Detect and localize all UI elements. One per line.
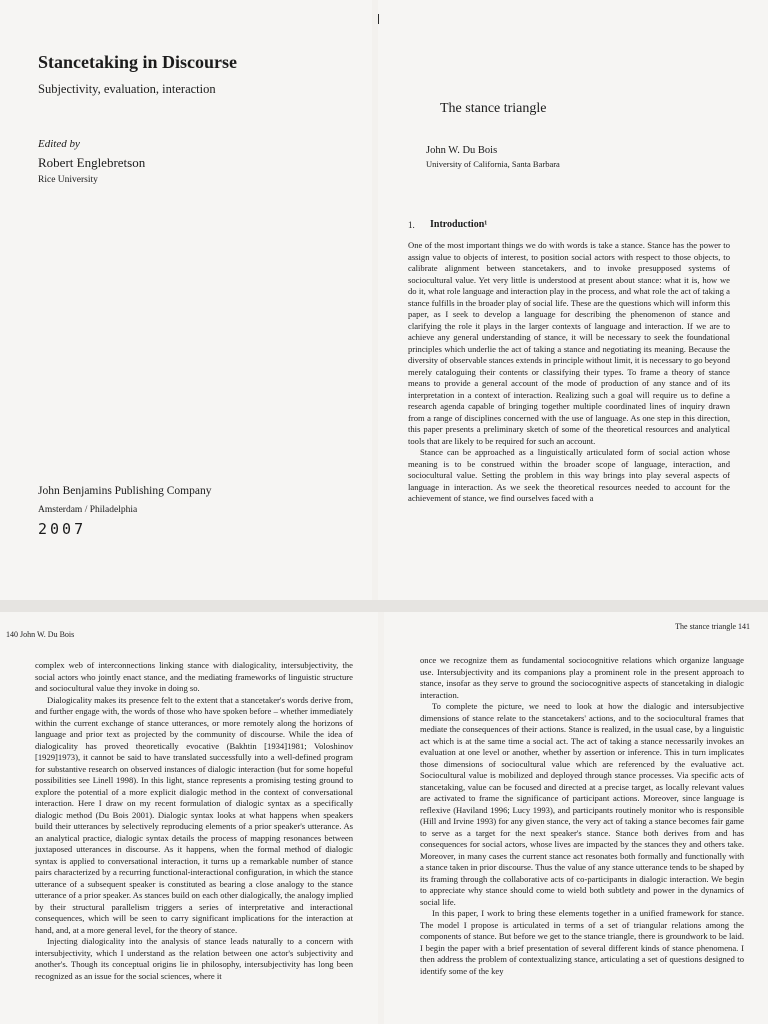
page-edge-mark (378, 14, 379, 24)
editor-affiliation: Rice University (38, 175, 98, 185)
author-affiliation: University of California, Santa Barbara (426, 159, 560, 169)
publisher-city: Amsterdam / Philadelphia (38, 505, 138, 515)
paragraph: once we recognize them as fundamental sociocognitive relations which organize language use. Intersubjectivity and its companions play a prominent role in the present approach to stance, insofar as they serve to ground the sociocognitive aspects of stancetaking in dialogic interaction. (420, 655, 744, 700)
editor-name: Robert Englebretson (38, 155, 146, 170)
paragraph: To complete the picture, we need to look at how the dialogic and intersubjective dimensions of stance relate to the stancetakers' actions, and to the sociocultural frames that mediate the consequences of their actions. Stance is realized, in the usual case, by a linguistic act which is at the same time a social act. The act of taking a stance necessarily invokes an evaluation at one level or another, whether by assertion or inference. This in turn implicates those dimensions of sociocultural value which are referenced by the evaluative act. Sociocultural value is mobilized and deployed through stance processes. Via specific acts of stancetaking, value can be focused and directed at a precise target, as locally relevant values are activated to frame the significance of participant actions. Moreover, since language is reflexive (Haviland 1996; Lucy 1993), and participants routinely monitor who is responsible (Hill and Irvine 1993) for any given stance, the very act of taking a stance becomes fair game to serve as a target for the next speaker's stance. Stance both derives from and has consequences for social actors, whose lives are impacted by the stances they and others take. Moreover, in many cases the current stance act resonates both formally and functionally with a stance taken in prior discourse. Thus the value of any stance utterance tends to be shaped by its framing through the collaborative acts of co-participants in dialogic interaction. We begin to appreciate why stance should come to wield both subtlety and power in the dynamics of social life. (420, 701, 744, 907)
book-subtitle: Subjectivity, evaluation, interaction (38, 82, 216, 96)
publisher-name: John Benjamins Publishing Company (38, 485, 212, 497)
paragraph: Stance can be approached as a linguistically articulated form of social action whose meaning is to be construed within the broader scope of language, interaction, and sociocultural value. Setting the problem in this way brings into play several aspects of language in interaction. As we seek the theoretical resources needed to account for the achievement of stance, we find ourselves faced with a (408, 447, 730, 503)
book-title: Stancetaking in Discourse (38, 52, 238, 72)
page-141 (384, 612, 768, 1024)
paragraph: Dialogicality makes its presence felt to the extent that a stancetaker's words derive from, and further engage with, the words of those who have spoken before – whether immediately within the current exchange of stance utterances, or more remotely along the horizons of language and prior text as projected by the community of discourse. While the idea of dialogicality has proved theoretically evocative (Bakhtin [1934]1981; Voloshinov [1929]1973), it cannot be said to have translated successfully into a well-defined program for substantive research on observed instances of dialogic interaction (but for some hopeful possibilities see Linell 1998). In this light, stance represents a promising testing ground to explore the potential of a more explicit dialogic method in the context of conversational interaction. Here I draw on my recent formulation of dialogic syntax as a specifically dialogic method (Du Bois 2001). Dialogic syntax looks at what happens when speakers build their utterances by selectively reproducing elements of a prior speaker's utterance. As an analytical practice, dialogic syntax details the process of mapping resonances between juxtaposed utterances in discourse. As it happens, when the formal method of dialogic syntax is applied to conversational interaction, it turns up a remarkable number of stance pairs characterized by a recurring functional-interactional configuration, in which the stance utterance of a subsequent speaker is constituted as bearing a close analogy to the stance utterance of a prior speaker. As stances build on each other dialogically, the analogy implied by their structural parallelism triggers a series of interpretative and interactional consequences, which will be seen to carry significant implications for the interaction at hand, and, at a more general level, for the theory of stance. (35, 694, 353, 935)
running-head: The stance triangle 141 (675, 622, 750, 631)
edited-by-label: Edited by (38, 138, 80, 150)
page-spread-separator (0, 600, 768, 612)
chapter-opening-page (378, 0, 768, 600)
author-name: John W. Du Bois (426, 145, 498, 156)
paragraph: One of the most important things we do with words is take a stance. Stance has the power to assign value to objects of interest, to position social actors with respect to those objects, to calibrate alignment between stancetakers, and to invoke presupposed systems of sociocultural value. Yet very little is understood at present about stance: what it is, how we do it, what role language and interaction play in the process, and what role the act of taking a stance fulfills in the broader play of social life. These are the questions which will inform this paper, as I seek to develop a language for describing the phenomenon of stance and clarifying the role it plays in the larger contexts of language and interaction. If we are to achieve any general understanding of stance, it will be necessary to seek the foundational principles which underlie the act of taking a stance and negotiating its meaning. Because the diversity of observable stances extends in principle without limit, it is necessary to go beyond merely cataloguing their contents or classifying their types. To frame a theory of stance means to provide a general account of the mode of production of any stance and of its interpretation in a context of interaction. Realizing such a goal will require us to define a research agenda capable of bringing together multiple coordinated lines of inquiry drawn from a range of disciplines concerned with the use of language. As one step in this direction, this paper presents a preliminary sketch of some of the theoretical resources and analytical tools that are likely to be required for such an account. (408, 240, 730, 446)
page-140 (0, 612, 378, 1024)
chapter-title: The stance triangle (440, 101, 547, 116)
handwritten-year: 2007 (38, 520, 87, 538)
paragraph: Injecting dialogicality into the analysis of stance leads naturally to a concern with intersubjectivity, which I understand as the relation between one actor's subjectivity and another's. Though its conceptual origins lie in philosophy, intersubjectivity has long been recognized as an issue for the social sciences, where it (35, 936, 353, 981)
section-number: 1. (408, 220, 415, 230)
paragraph: In this paper, I work to bring these elements together in a unified framework for stance. The model I propose is articulated in terms of a set of triangular relations among the components of stance. But before we get to the stance triangle, there is groundwork to be laid. I begin the paper with a brief presentation of several different kinds of stance phenomena. I then address the problem of contextualizing stance, articulating a set of questions designed to identify some of the key (420, 908, 744, 976)
paragraph: complex web of interconnections linking stance with dialogicality, intersubjectivity, the social actors who jointly enact stance, and the mediating frameworks of linguistic structure and sociocultural value they invoke in doing so. (35, 660, 353, 693)
running-head: 140 John W. Du Bois (6, 630, 75, 639)
chapter-body-text (408, 240, 730, 505)
title-page (0, 0, 372, 600)
page-141-body-text (420, 655, 744, 977)
page-140-body-text (35, 660, 353, 982)
section-title: Introduction¹ (430, 219, 488, 230)
